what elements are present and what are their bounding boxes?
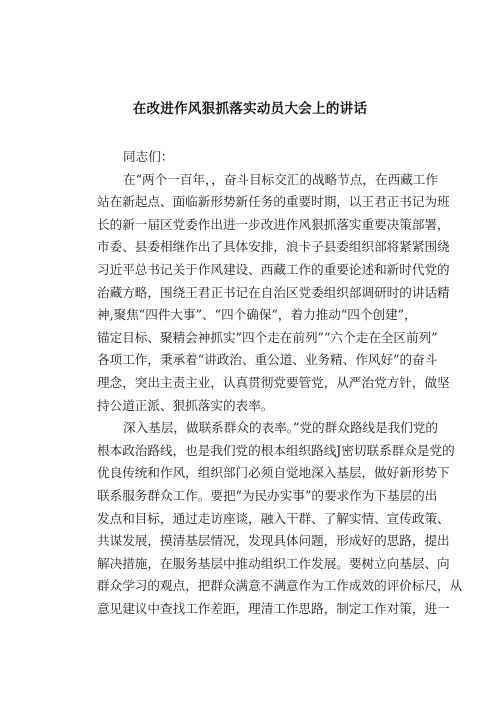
text-line: 长的新一届区党委作出进一步改进作风狠抓落实重要决策部署， bbox=[97, 216, 450, 232]
text-line: 联系服务群众工作。要把“为民办实事”的要求作为下基层的出 bbox=[97, 487, 438, 503]
text-line: 意见建议中查找工作差距，理清工作思路，制定工作对策，进一 bbox=[97, 600, 450, 616]
salutation: 同志们： bbox=[123, 149, 174, 164]
text-line: 持公道正派、狠抓落实的表率。 bbox=[97, 397, 274, 413]
text-line: 发点和目标，通过走访座谈，融入干群、了解实情、宣传政策、 bbox=[97, 510, 450, 526]
text-line: 治藏方略，围绕王君正书记在自治区党委组织部调研时的讲话精 bbox=[97, 284, 450, 300]
text-line: 根本政治路线，也是我们党的根本组织路线J密切联系群众是党的 bbox=[97, 442, 455, 458]
text-line: 站在新起点、面临新形势新任务的重要时期，以王君正书记为班 bbox=[97, 194, 450, 210]
text-line: 习近平总书记关于作风建设、西藏工作的重要论述和新时代党的 bbox=[97, 261, 450, 277]
text-line: 各项工作，秉承着“讲政治、重公道、业务精、作风好”的奋斗 bbox=[97, 352, 438, 368]
text-line: 神,聚焦“四件大事”、“四个确保”，着力推动“四个创建”， bbox=[97, 307, 417, 323]
text-line: 市委、县委相继作出了具体安排，浪卡子县委组织部将紧紧围绕 bbox=[97, 239, 450, 255]
paragraph-2 bbox=[97, 417, 463, 620]
paragraph-1 bbox=[97, 169, 450, 418]
document-body bbox=[97, 146, 463, 620]
text-line: 锚定目标、聚精会神抓实”四个走在前列”“六个走在全区前列” bbox=[97, 329, 438, 345]
text-line: 共谋发展，摸清基层情况，发现具体问题，形成好的思路，提出 bbox=[97, 533, 450, 549]
text-line: 深入基层，做联系群众的表率。”党的群众路线是我们党的 bbox=[123, 420, 438, 436]
document-title: 在改进作风狠抓落实动员大会上的讲话 bbox=[132, 101, 368, 117]
text-line: 在“两个一百年，，奋斗目标交汇的战略节点，在西藏工作 bbox=[123, 171, 438, 187]
text-line: 解决措施，在服务基层中推动组织工作发展。要树立向基层、向 bbox=[97, 555, 450, 571]
text-line: 群众学习的观点，把群众满意不满意作为工作成效的评价标尺，从 bbox=[97, 578, 463, 594]
text-line: 优良传统和作风，组织部门必须自觉地深入基层，做好新形势下 bbox=[97, 465, 450, 481]
text-line: 理念，突出主责主业，认真贯彻党要管党，从严治党方针，做坚 bbox=[97, 374, 450, 390]
